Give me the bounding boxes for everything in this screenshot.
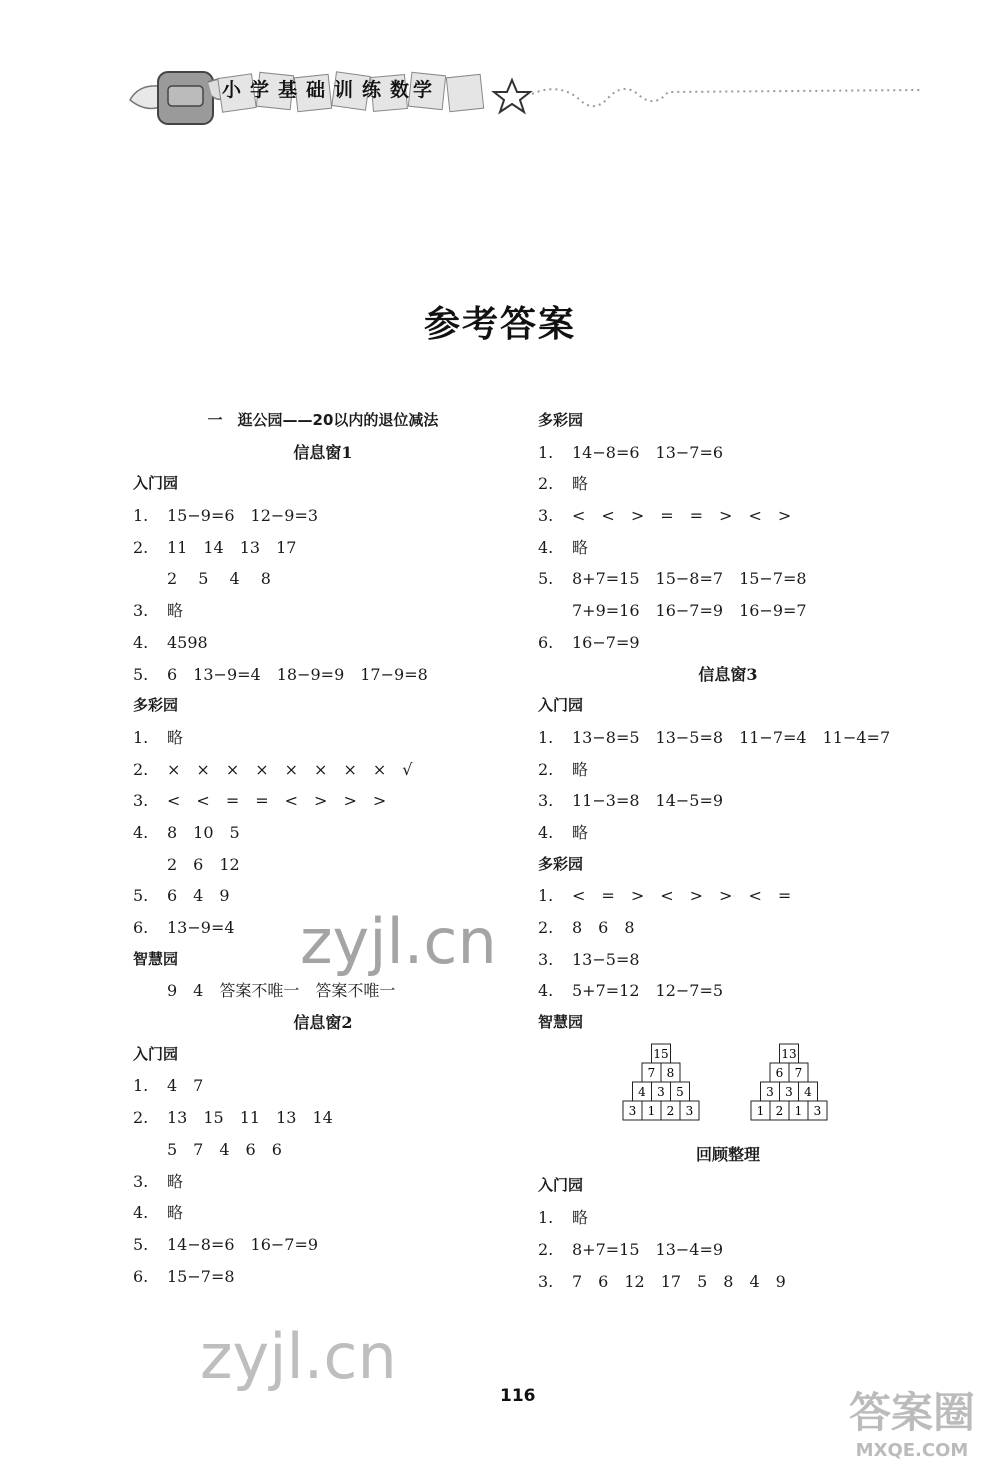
page-title: 参考答案 <box>423 303 576 345</box>
part-label: 多彩园 <box>133 696 179 715</box>
answer-text: 11 14 13 17 <box>167 537 297 557</box>
answer-text: 4 7 <box>167 1076 204 1096</box>
part-label: 入门园 <box>538 1176 584 1195</box>
item-number: 2. <box>133 537 149 557</box>
answer-text: 13−5=8 <box>572 949 640 969</box>
item-number: 1. <box>538 886 554 906</box>
page-number: 116 <box>500 1386 536 1406</box>
item-number: 3. <box>538 506 554 526</box>
pyramid-value: 1 <box>647 1103 656 1118</box>
left-column <box>133 405 513 1292</box>
answer-line <box>538 437 918 469</box>
answer-text: 13 15 11 13 14 <box>167 1108 333 1128</box>
answer-line <box>538 563 918 595</box>
answer-text: 14−8=6 16−7=9 <box>167 1234 319 1254</box>
answer-line <box>538 1202 918 1234</box>
item-number: 1. <box>538 442 554 462</box>
answer-text: 略 <box>167 1203 184 1223</box>
item-number: 3. <box>133 791 149 811</box>
pyramid-value: 1 <box>794 1103 803 1118</box>
answer-text: 略 <box>572 1208 589 1228</box>
answer-text: 16−7=9 <box>572 632 640 652</box>
pyramid-value: 6 <box>775 1065 784 1080</box>
answer-line <box>538 500 918 532</box>
answer-line <box>538 817 918 849</box>
answer-line <box>538 595 918 627</box>
star-icon <box>494 80 530 112</box>
pyramid-value: 13 <box>781 1046 797 1061</box>
answer-line <box>133 1102 513 1134</box>
answer-line <box>133 595 513 627</box>
answer-text: 8+7=15 13−4=9 <box>572 1239 724 1259</box>
watermark-corner-main: 答案圈 <box>848 1388 975 1437</box>
answer-text: 13−8=5 13−5=8 11−7=4 11−4=7 <box>572 727 891 747</box>
answer-text: 14−8=6 13−7=6 <box>572 442 724 462</box>
answer-text: 略 <box>167 601 184 621</box>
answer-text: 2 5 4 8 <box>167 569 271 589</box>
answer-line <box>538 1266 918 1298</box>
pyramid-value: 15 <box>653 1046 669 1061</box>
answer-line <box>538 785 918 817</box>
part-label: 入门园 <box>133 1044 179 1063</box>
schoolbag-icon <box>130 72 228 124</box>
part-label: 智慧园 <box>133 949 179 968</box>
pyramid-value: 5 <box>676 1084 684 1099</box>
item-number: 4. <box>133 632 149 652</box>
pyramid-value: 4 <box>638 1084 646 1099</box>
answer-line <box>133 1261 513 1293</box>
item-number: 4. <box>538 822 554 842</box>
item-number: 2. <box>133 759 149 779</box>
answer-text: 8 6 8 <box>572 918 635 937</box>
part-label: 入门园 <box>133 474 179 493</box>
section-heading: 信息窗1 <box>293 442 353 462</box>
item-number: 2. <box>538 759 554 779</box>
answer-line <box>133 817 513 849</box>
right-column <box>538 405 918 1297</box>
answer-text: 6 4 9 <box>167 886 230 906</box>
pyramid-value: 7 <box>647 1065 656 1080</box>
item-number: 3. <box>538 949 554 969</box>
pyramid-value: 3 <box>685 1103 694 1118</box>
answer-line <box>538 627 918 659</box>
item-number: 5. <box>538 569 554 589</box>
answer-line <box>538 754 918 786</box>
item-number: 3. <box>538 791 554 811</box>
answer-line <box>133 627 513 659</box>
unit-title: 一 逛公园——20以内的退位减法 <box>207 411 439 429</box>
number-pyramid <box>750 1043 830 1123</box>
answer-line <box>133 532 513 564</box>
part-label: 多彩园 <box>538 411 584 429</box>
part-label: 智慧园 <box>538 1013 584 1032</box>
pyramid-value: 2 <box>775 1103 784 1118</box>
item-number: 6. <box>133 1266 149 1286</box>
dotted-trail <box>532 89 920 106</box>
section-heading: 信息窗2 <box>293 1013 353 1033</box>
item-number: 2. <box>133 1108 149 1128</box>
pyramid-value: 3 <box>785 1084 793 1099</box>
pyramid-value: 2 <box>666 1103 675 1118</box>
answer-line <box>133 500 513 532</box>
item-number: 5. <box>133 664 149 684</box>
answer-text: < < > = = > < > <box>572 506 792 526</box>
pyramid-value: 8 <box>666 1065 675 1080</box>
answer-line <box>133 563 513 595</box>
answer-line <box>133 1166 513 1198</box>
answer-line <box>538 975 918 1007</box>
answer-text: 8 10 5 <box>167 822 240 842</box>
pyramid-value: 1 <box>756 1103 765 1118</box>
item-number: 1. <box>538 1208 554 1228</box>
answer-text: 15−7=8 <box>167 1266 235 1286</box>
answer-text: 略 <box>572 822 589 842</box>
answer-text: 13−9=4 <box>167 918 235 937</box>
answer-text: 略 <box>572 759 589 779</box>
number-pyramid <box>622 1043 702 1123</box>
item-number: 6. <box>538 632 554 652</box>
item-number: 6. <box>133 918 149 937</box>
answer-line <box>538 468 918 500</box>
item-number: 3. <box>538 1271 554 1291</box>
item-number: 4. <box>133 822 149 842</box>
answer-line <box>538 912 918 944</box>
answer-line <box>133 975 513 1007</box>
answer-text: × × × × × × × × √ <box>167 759 413 779</box>
series-title: 小学基础训练数学 <box>222 79 437 101</box>
answer-line <box>133 1197 513 1229</box>
answer-line <box>538 880 918 912</box>
item-number: 2. <box>538 1239 554 1259</box>
item-number: 5. <box>133 886 149 906</box>
item-number: 4. <box>538 981 554 1001</box>
answer-line <box>133 785 513 817</box>
answer-text: 4598 <box>167 632 208 652</box>
watermark-corner <box>832 1380 992 1461</box>
answer-text: 5+7=12 12−7=5 <box>572 981 724 1001</box>
pyramid-value: 4 <box>804 1084 812 1099</box>
answer-text: 5 7 4 6 6 <box>167 1139 282 1159</box>
part-label: 多彩园 <box>538 854 584 873</box>
watermark-mid: zyjl.cn <box>300 905 497 978</box>
pyramid-value: 3 <box>657 1084 665 1099</box>
watermark-bottom: zyjl.cn <box>200 1320 397 1393</box>
answer-text: 11−3=8 14−5=9 <box>572 791 724 811</box>
section-heading: 信息窗3 <box>698 664 758 684</box>
answer-line <box>538 532 918 564</box>
pyramid-figures <box>538 1039 918 1139</box>
answer-line <box>133 722 513 754</box>
answer-text: 略 <box>167 1171 184 1191</box>
answer-text: < = > < > > < = <box>572 886 792 906</box>
answer-text: 15−9=6 12−9=3 <box>167 506 319 526</box>
item-number: 2. <box>538 474 554 494</box>
answer-line <box>133 1070 513 1102</box>
item-number: 1. <box>133 506 149 526</box>
pyramid-value: 3 <box>766 1084 774 1099</box>
answer-text: 7+9=16 16−7=9 16−9=7 <box>572 601 807 621</box>
answer-text: 略 <box>572 474 589 494</box>
item-number: 4. <box>538 537 554 557</box>
answer-text: 9 4 答案不唯一 答案不唯一 <box>167 981 396 1001</box>
answer-line <box>133 754 513 786</box>
answer-text: 6 13−9=4 18−9=9 17−9=8 <box>167 664 428 684</box>
watermark-corner-sub: MXQE.COM <box>855 1440 969 1461</box>
answer-line <box>133 849 513 881</box>
answer-text: 2 6 12 <box>167 854 240 874</box>
part-label: 入门园 <box>538 696 584 715</box>
answer-text: 7 6 12 17 5 8 4 9 <box>572 1271 786 1291</box>
answer-text: 略 <box>167 727 184 747</box>
answer-text: 略 <box>572 537 589 557</box>
answer-line <box>133 1229 513 1261</box>
pyramid-value: 3 <box>628 1103 637 1118</box>
answer-line <box>133 659 513 691</box>
answer-line <box>538 944 918 976</box>
pyramid-value: 3 <box>813 1103 822 1118</box>
section-heading: 回顾整理 <box>695 1144 760 1164</box>
item-number: 5. <box>133 1234 149 1254</box>
answer-line <box>538 1234 918 1266</box>
item-number: 4. <box>133 1203 149 1223</box>
item-number: 1. <box>133 727 149 747</box>
answer-line <box>538 722 918 754</box>
answer-text: < < = = < > > > <box>167 791 387 811</box>
item-number: 3. <box>133 601 149 621</box>
answer-text: 8+7=15 15−8=7 15−7=8 <box>572 569 807 589</box>
item-number: 1. <box>538 727 554 747</box>
item-number: 3. <box>133 1171 149 1191</box>
pyramid-value: 7 <box>794 1065 803 1080</box>
item-number: 1. <box>133 1076 149 1096</box>
item-number: 2. <box>538 918 554 937</box>
answer-line <box>133 1134 513 1166</box>
